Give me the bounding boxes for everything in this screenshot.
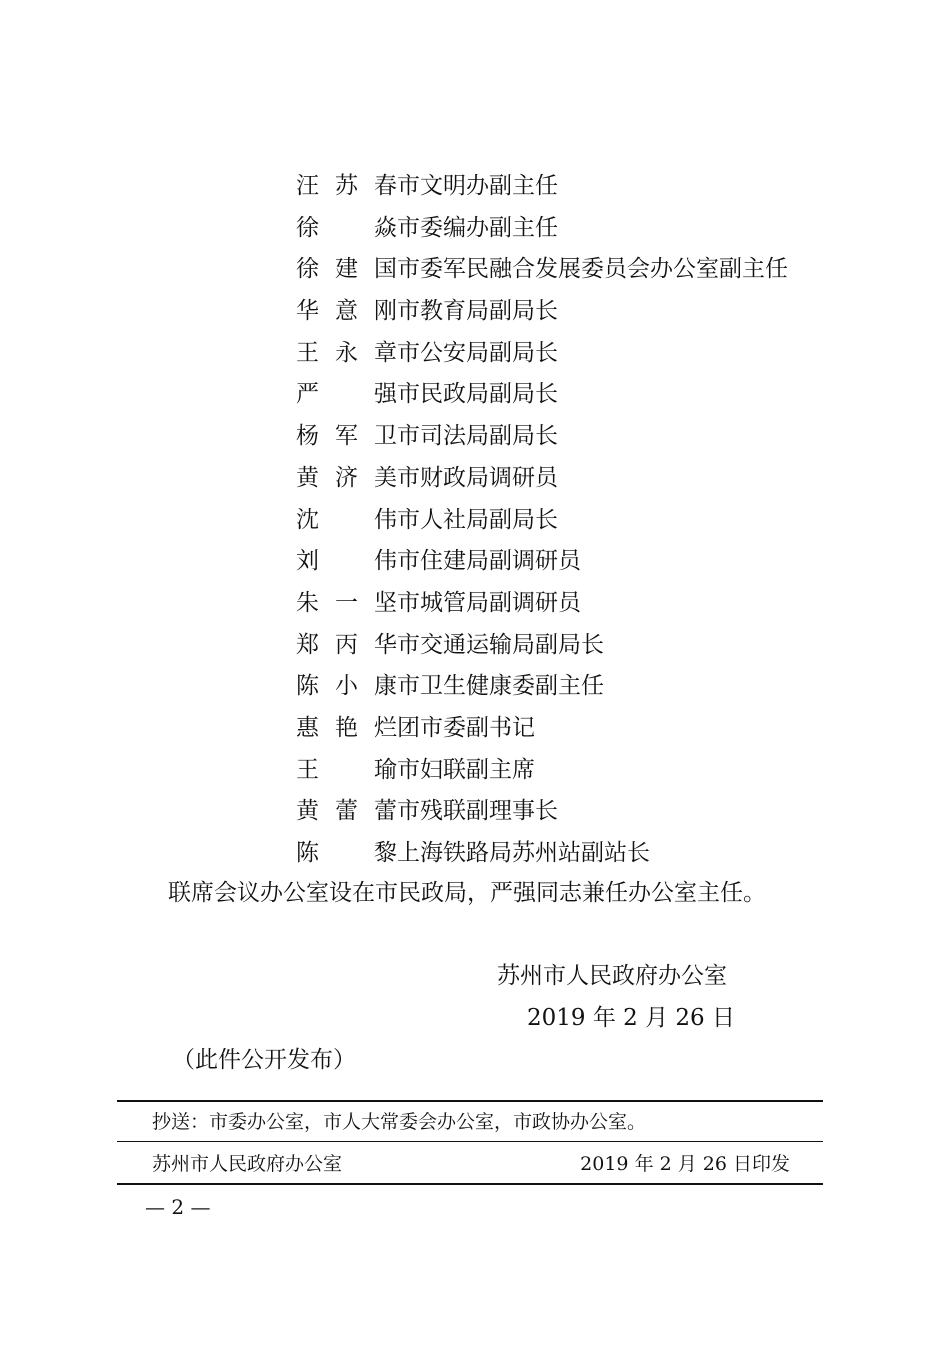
issuer-signature: 苏州市人民政府办公室 (497, 963, 727, 989)
member-title: 市司法局副局长 (397, 423, 558, 450)
member-row (296, 249, 788, 291)
member-name: 陈 黎 (296, 840, 397, 866)
member-title: 市文明办副主任 (397, 173, 558, 199)
member-row (296, 666, 788, 708)
member-name: 刘 伟 (296, 548, 397, 575)
public-release-note: （此件公开发布） (172, 1047, 356, 1073)
member-row (296, 791, 788, 833)
footer-top-rule (117, 1100, 823, 1102)
member-row (296, 750, 788, 792)
member-row (296, 458, 788, 500)
member-name: 徐 焱 (296, 214, 397, 241)
issue-date: 2019 年 2 月 26 日 (527, 1005, 735, 1031)
member-title: 市交通运输局副局长 (397, 631, 604, 658)
member-name: 惠艳烂 (296, 714, 397, 741)
member-row (296, 833, 788, 875)
member-name: 沈 伟 (296, 506, 397, 533)
member-title: 市卫生健康委副主任 (397, 673, 604, 700)
member-title: 上海铁路局苏州站副站长 (397, 840, 650, 866)
member-name: 徐建国 (296, 256, 397, 283)
member-row (296, 583, 788, 625)
member-row (296, 166, 788, 208)
member-name: 杨军卫 (296, 423, 397, 450)
member-name: 朱一坚 (296, 589, 397, 616)
member-name: 黄济美 (296, 464, 397, 491)
member-row (296, 291, 788, 333)
member-title: 市人社局副局长 (397, 506, 558, 533)
office-note: 联席会议办公室设在市民政局，严强同志兼任办公室主任。 (168, 880, 766, 906)
member-name: 陈小康 (296, 673, 397, 700)
member-row (296, 333, 788, 375)
member-name: 华意刚 (296, 298, 397, 325)
member-name: 黄蕾蕾 (296, 798, 397, 825)
member-name: 汪苏春 (296, 173, 397, 199)
member-name: 严 强 (296, 381, 397, 408)
footer-middle-rule (117, 1141, 823, 1142)
member-name: 郑丙华 (296, 631, 397, 658)
member-title: 市民政局副局长 (397, 381, 558, 408)
footer-bottom-rule (117, 1183, 823, 1185)
print-date: 2019 年 2 月 26 日印发 (580, 1153, 790, 1175)
print-organization: 苏州市人民政府办公室 (152, 1153, 343, 1175)
member-name: 王永章 (296, 339, 397, 366)
member-row (296, 541, 788, 583)
member-title: 市委编办副主任 (397, 214, 558, 241)
member-row (296, 625, 788, 667)
member-row (296, 416, 788, 458)
member-row (296, 208, 788, 250)
page-number: — 2 — (145, 1195, 211, 1219)
member-title: 市财政局调研员 (397, 464, 558, 491)
member-title: 市教育局副局长 (397, 298, 558, 325)
member-title: 市公安局副局长 (397, 339, 558, 366)
member-name: 王 瑜 (296, 756, 397, 783)
member-row (296, 374, 788, 416)
member-row (296, 500, 788, 542)
member-title: 市城管局副调研员 (397, 589, 581, 616)
member-title: 市住建局副调研员 (397, 548, 581, 575)
cc-line: 抄送：市委办公室，市人大常委会办公室，市政协办公室。 (152, 1111, 647, 1133)
member-title: 市残联副理事长 (397, 798, 558, 825)
member-title: 市妇联副主席 (397, 756, 535, 783)
member-list (296, 166, 788, 875)
member-title: 市委军民融合发展委员会办公室副主任 (397, 256, 788, 283)
member-row (296, 708, 788, 750)
member-title: 团市委副书记 (397, 714, 535, 741)
